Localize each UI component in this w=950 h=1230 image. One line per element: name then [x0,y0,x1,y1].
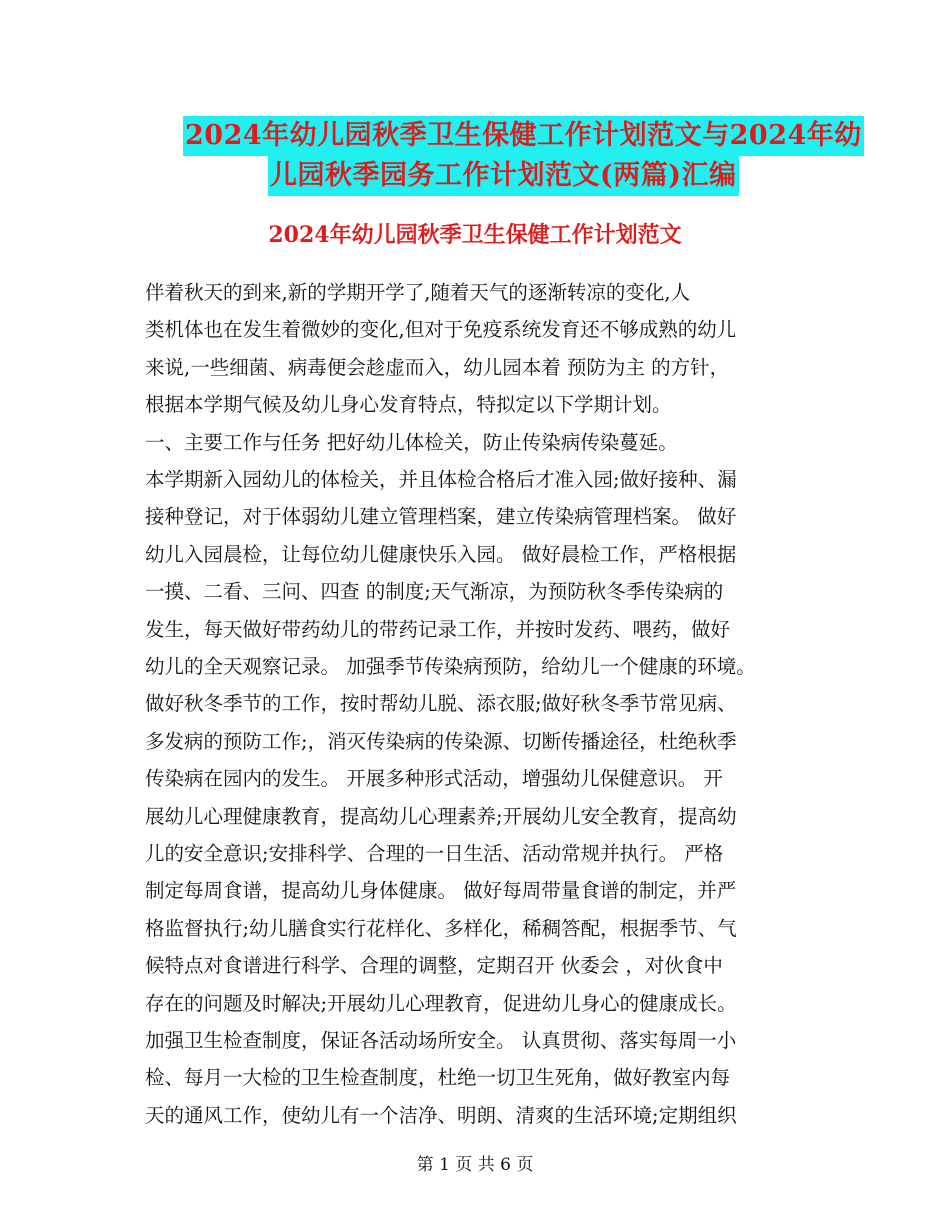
paragraph-line: 格监督执行;幼儿膳食实行花样化、多样化，稀稠答配，根据季节、气 [145,916,737,940]
paragraph-line: 存在的问题及时解决;开展幼儿心理教育，促进幼儿身心的健康成长。 [145,991,737,1015]
paragraph-line: 制定每周食谱，提高幼儿身体健康。 做好每周带量食谱的制定，并严 [145,879,737,903]
paragraph-line: 展幼儿心理健康教育，提高幼儿心理素养;开展幼儿安全教育，提高幼 [145,804,737,828]
paragraph-line: 儿的安全意识;安排科学、合理的一日生活、活动常规并执行。 严格 [145,842,724,865]
paragraph-line: 幼儿的全天观察记录。 加强季节传染病预防，给幼儿一个健康的环境。 [145,655,756,678]
paragraph-line: 多发病的预防工作;，消灭传染病的传染源、切断传播途径，杜绝秋季 [145,729,737,753]
paragraph-line: 一、主要工作与任务 把好幼儿体检关，防止传染病传染蔓延。 [145,430,678,454]
paragraph-line: 接种登记，对于体弱幼儿建立管理档案，建立传染病管理档案。 做好 [145,505,737,529]
paragraph-line: 做好秋冬季节的工作，按时帮幼儿脱、添衣服;做好秋冬季节常见病、 [145,692,737,716]
section-heading: 2024年幼儿园秋季卫生保健工作计划范文 [268,222,682,248]
paragraph-line: 一摸、二看、三问、四查 的制度;天气渐凉，为预防秋冬季传染病的 [145,580,724,604]
paragraph-line: 传染病在园内的发生。 开展多种形式活动，增强幼儿保健意识。 开 [145,767,723,791]
paragraph-line: 加强卫生检查制度，保证各活动场所安全。 认真贯彻、落实每周一小 [145,1029,737,1052]
paragraph-line: 幼儿入园晨检，让每位幼儿健康快乐入园。 做好晨检工作，严格根据 [145,542,737,566]
title-line-2: 儿园秋季园务工作计划范文(两篇)汇编 [268,156,739,196]
paragraph-line: 根据本学期气候及幼儿身心发育特点，特拟定以下学期计划。 [145,393,672,417]
paragraph-line: 本学期新入园幼儿的体检关，并且体检合格后才准入园;做好接种、漏 [145,468,737,491]
paragraph-line: 候特点对食谱进行科学、合理的调整，定期召开 伙委会 ，对伙食中 [145,954,723,978]
paragraph-line: 来说,一些细菌、病毒便会趁虚而入，幼儿园本着 预防为主 的方针， [145,355,730,379]
paragraph-line: 发生，每天做好带药幼儿的带药记录工作，并按时发药、喂药，做好 [145,617,731,641]
paragraph-line: 伴着秋天的到来,新的学期开学了,随着天气的逐渐转凉的变化,人 [145,281,691,304]
paragraph-line: 检、每月一大检的卫生检查制度，杜绝一切卫生死角，做好教室内每 [145,1066,731,1090]
page-footer: 第 1 页 共 6 页 [416,1155,534,1175]
paragraph-line: 类机体也在发生着微妙的变化,但对于免疫系统发育还不够成熟的幼儿 [145,318,737,342]
paragraph-line: 天的通风工作，使幼儿有一个洁净、明朗、清爽的生活环境;定期组织 [145,1103,737,1127]
title-line-1: 2024年幼儿园秋季卫生保健工作计划范文与2024年幼 [183,116,864,156]
